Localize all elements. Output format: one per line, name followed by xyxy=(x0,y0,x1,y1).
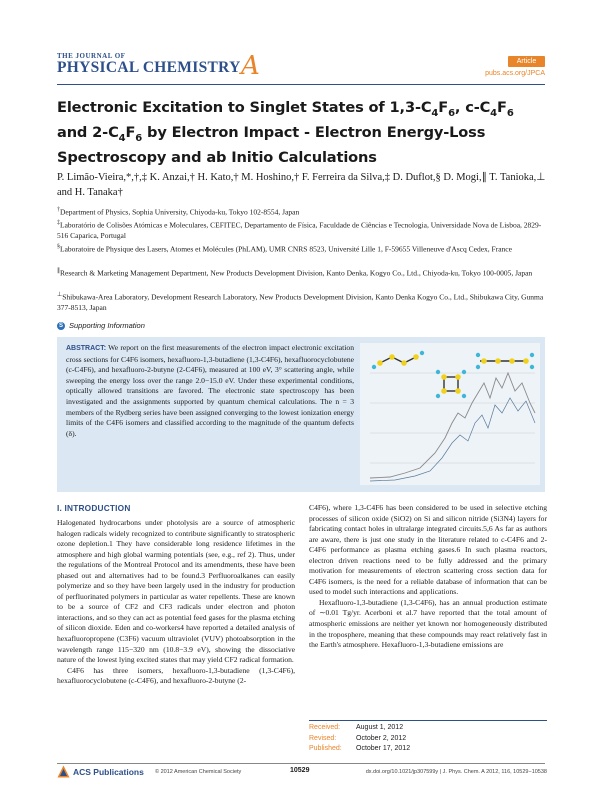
abstract-body: We report on the first measurements of the electron impact electronic excitation cross sections for C4F6 isomers, hexafluoro-1,3-butadiene (1,3-C4F6), hexafluorocyclobutene (c-C4F6), and hexafluoro-2-butyne (2-C4F6), measured at 100 eV, 3° scattering angle, while sweeping the energy loss over the range 2.0−15.0 eV. Under these experimental conditions, optically allowed transitions are favored. The electronic state spectroscopy has been investigated and the assignments supported by quantum chemical calculations. The n = 3 members of the Rydberg series have been assigned converging to the lowest ionization energy limits of the C4F6 isomers and classified according to the magnitude of the quantum defects (δ). xyxy=(66,343,354,438)
acs-logo-text: ACS Publications xyxy=(73,766,144,777)
footer-doi-link[interactable]: dx.doi.org/10.1021/jp307599y | J. Phys. Chem. A 2012, 116, 10529−10538 xyxy=(365,769,547,775)
body-column-right xyxy=(309,503,547,651)
header-divider xyxy=(57,84,545,85)
body-paragraph: C4F6), where 1,3-C4F6 has been considered to be used in selective etching processes of silicon oxide (SiO2) on Si and silicon nitride (Si3N4) layers for fabricating contact holes in ultralarge integrated circuits.5,6 As far as authors are aware, there is just one study in the literature related to c-C4F6 and 2-C4F6 performance as plasma etching gases.6 In such plasma reactors, electron driven reactions need to be fully addressed and the primary motivation for measurements of electron scattering cross section data for C4F6 isomers, is the need for a reliable database of information that can be used to model such interactions and applications. xyxy=(309,503,547,597)
supporting-info-icon: S xyxy=(58,322,63,329)
date-revised: Revised: October 2, 2012 xyxy=(309,734,407,742)
body-column-left xyxy=(57,518,295,687)
toc-graphic-spectrum xyxy=(360,343,540,485)
article-type-badge: Article xyxy=(508,56,545,67)
affiliation-3: §Laboratoire de Physique des Lasers, Atomes et Molécules (PhLAM), UMR CNRS 8523, Université Lille 1, F-59655 Villeneuve d'Ascq Cedex, France xyxy=(57,244,512,254)
journal-logo-line1: THE JOURNAL OF xyxy=(57,52,126,60)
dates-divider xyxy=(309,720,547,721)
acs-publications-logo[interactable] xyxy=(57,765,144,778)
journal-logo-line2: PHYSICAL CHEMISTRY xyxy=(57,59,241,76)
abstract-text xyxy=(66,343,354,439)
affiliation-1: †Department of Physics, Sophia University, Chiyoda-ku, Tokyo 102-8554, Japan xyxy=(57,207,300,217)
journal-logo-letter: A xyxy=(241,51,260,81)
supporting-info-label: Supporting Information xyxy=(69,321,145,330)
article-title: Electronic Excitation to Singlet States of $1,3-C_4F_6$, $c-C_4F_6$ and $2-C_4F_6$ by Electron Impact - Electron Energy-Loss Spectroscopy and ab Initio Calculations xyxy=(57,99,514,166)
publication-dates xyxy=(309,723,410,755)
acs-logo-icon xyxy=(57,765,70,778)
supporting-information-link[interactable] xyxy=(57,321,145,330)
footer-copyright: © 2012 American Chemical Society xyxy=(155,769,242,775)
page-number: 10529 xyxy=(290,767,310,774)
affiliation-2: ‡Laboratório de Colisões Atómicas e Moleculares, CEFITEC, Departamento de Física, Faculdade de Ciências e Tecnologia, Universidade Nova de Lisboa, 2829-516 Caparica, Portugal xyxy=(57,220,542,241)
date-published: Published: October 17, 2012 xyxy=(309,745,411,753)
section-heading-introduction: I. INTRODUCTION xyxy=(57,503,131,513)
toc-graphic-background xyxy=(360,343,540,485)
journal-logo xyxy=(57,51,260,82)
author-list: P. Limão-Vieira,*,†,‡ K. Anzai,† H. Kato,† M. Hoshino,† F. Ferreira da Silva,‡ D. Duflot,§ D. Mogi,∥ T. Tanioka,⊥ and H. Tanaka† xyxy=(57,172,546,198)
body-paragraph: C4F6 has three isomers, hexafluoro-1,3-butadiene (1,3-C4F6), hexafluorocyclobutene (c-C4F6), and hexafluoro-2-butyne (2- xyxy=(57,665,295,686)
abstract-label: ABSTRACT: xyxy=(66,345,107,352)
affiliation-5: ⊥Shibukawa-Area Laboratory, Development Research Laboratory, New Products Development Division, Kanto Denka Kogyo Co., Ltd., Shibukawa City, Gunma 377-8513, Japan xyxy=(57,292,544,313)
journal-url-link[interactable]: pubs.acs.org/JPCA xyxy=(485,70,545,77)
date-received: Received: August 1, 2012 xyxy=(309,724,404,731)
footer-divider xyxy=(57,763,545,764)
body-paragraph: Hexafluoro-1,3-butadiene (1,3-C4F6), has an annual production estimate of ∼0.01 Tg/yr. Acerboni et al.7 have reported that the total amount of atmospheric emissions are neither yet known nor homogeneously distributed in the troposphere, meaning that these compounds may react relatively fast in the Earth's atmosphere. Hexafluoro-1,3-butadiene emissions are xyxy=(309,597,547,650)
body-paragraph: Halogenated hydrocarbons under photolysis are a source of atmospheric halogen radicals widely recognized to contribute significantly to stratospheric ozone depletion.1 They have considerable long residence lifetimes in the atmosphere and high global warming potentials (see, e.g., ref 2). Thus, under the regulations of the Montreal Protocol and its amendments, these have been phased out and alternatives had to be found.3 Perfluoroalkanes can easily polymerize and so they have been largely used in the industry for production of perfluorinated polymers in particular as water repellents. These are known to be a source of CF2 and CF3 radicals under electron and photon interactions, and so they can act as potential feed gases for the plasma etching of silicon dioxide. Eden and co-workers4 have reported a detailed analysis of hexafluoropropene (C3F6) vacuum ultraviolet (VUV) photoabsorption in the wavelength range 115−320 nm (10.8−3.9 eV), showing the dissociative nature of the lowest lying excited states that may yield CF2 radical formation. xyxy=(57,518,295,665)
affiliation-4: ∥Research & Marketing Management Department, New Products Development Division, Kanto Denka, Kogyo Co., Ltd., Chiyoda-ku, Tokyo 100-0005, Japan xyxy=(57,268,533,278)
